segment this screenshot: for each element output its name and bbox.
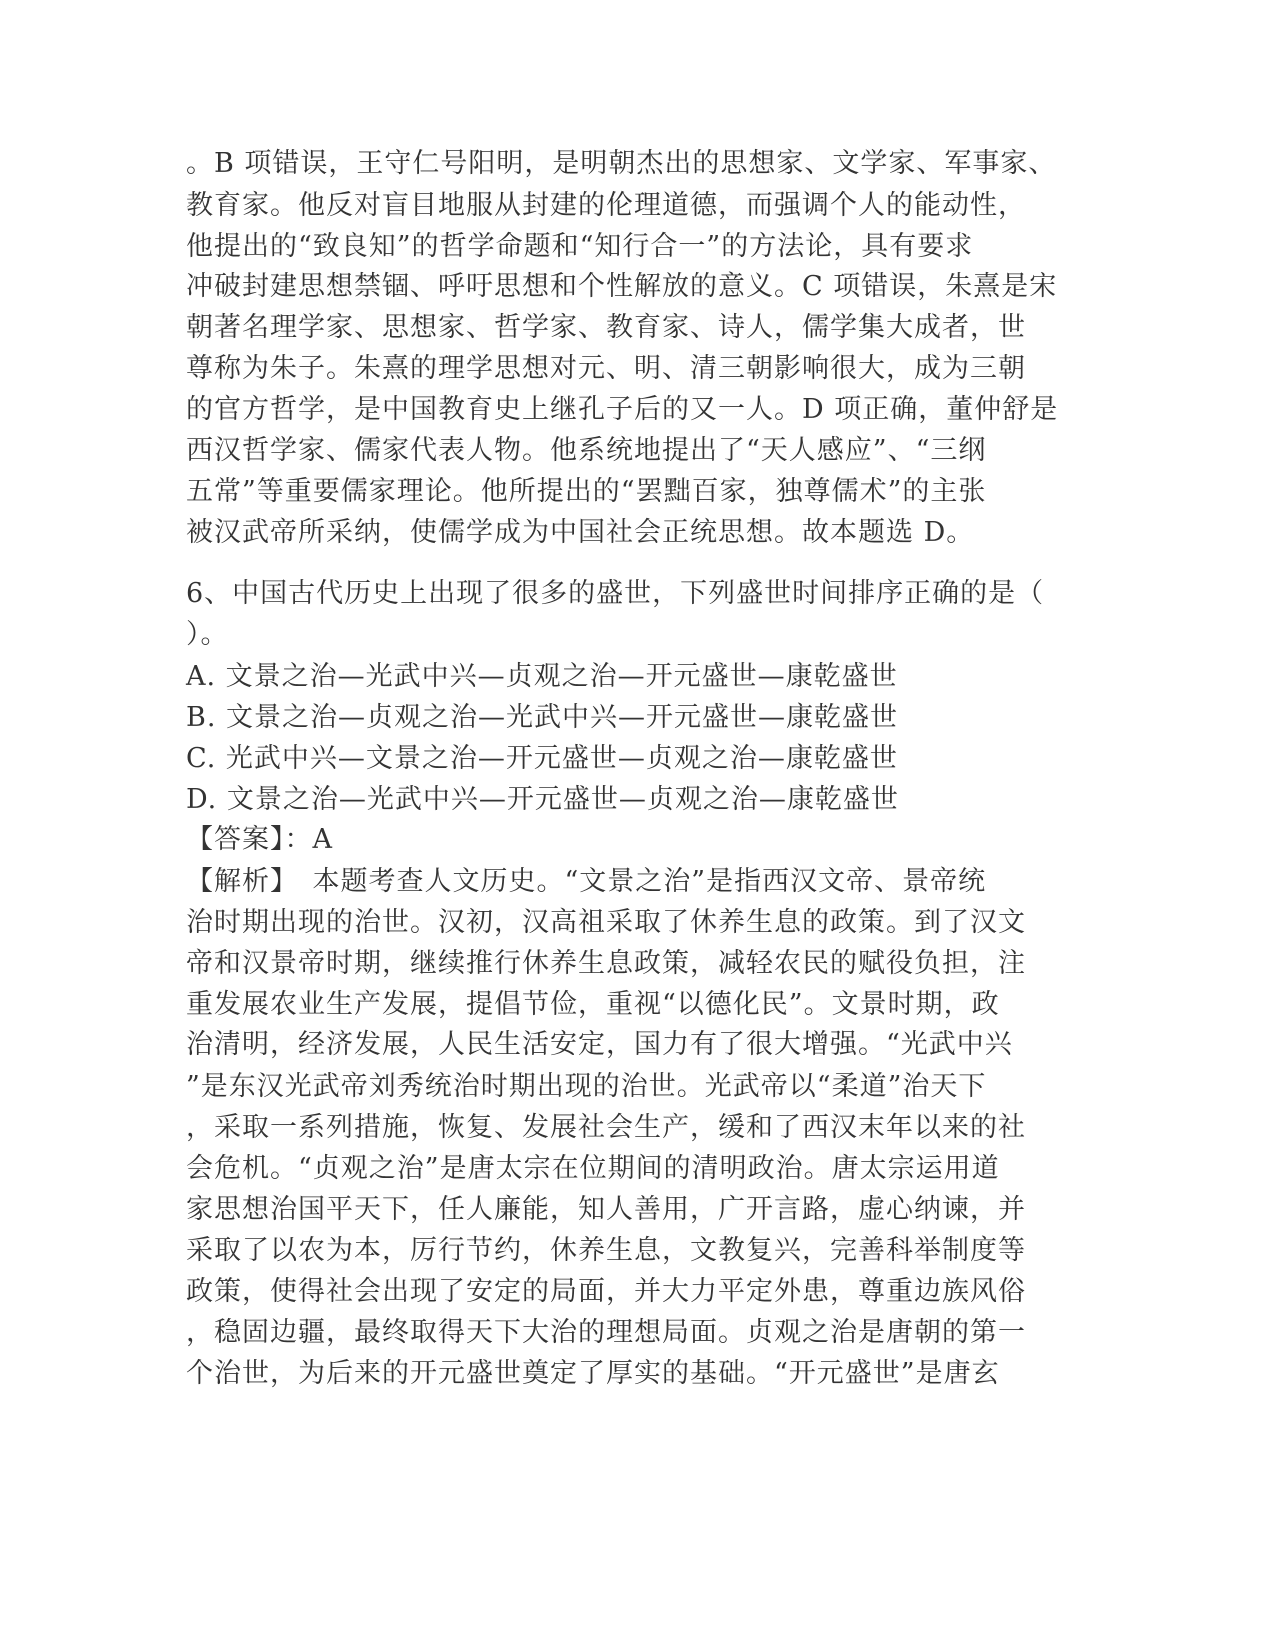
option-c: C. 光武中兴—文景之治—开元盛世—贞观之治—康乾盛世 (186, 743, 898, 774)
text-line: 尊称为朱子。朱熹的理学思想对元、明、清三朝影响很大，成为三朝 (186, 353, 1026, 384)
analysis-line: 治时期出现的治世。汉初，汉高祖采取了休养生息的政策。到了汉文 (186, 907, 1026, 938)
question-stem: ）。 (186, 619, 229, 650)
analysis-line: ”是东汉光武帝刘秀统治时期出现的治世。光武帝以“柔道”治天下 (186, 1071, 987, 1102)
text-line: 朝著名理学家、思想家、哲学家、教育家、诗人，儒学集大成者，世 (186, 312, 1026, 343)
text-line: 西汉哲学家、儒家代表人物。他系统地提出了“天人感应”、“三纲 (186, 435, 987, 466)
option-d: D. 文景之治—光武中兴—开元盛世—贞观之治—康乾盛世 (186, 784, 899, 815)
option-b: B. 文景之治—贞观之治—光武中兴—开元盛世—康乾盛世 (186, 702, 899, 733)
text-line: 教育家。他反对盲目地服从封建的伦理道德，而强调个人的能动性， (186, 190, 1026, 221)
analysis-line: 会危机。“贞观之治”是唐太宗在位期间的清明政治。唐太宗运用道 (186, 1153, 1000, 1184)
option-a: A. 文景之治—光武中兴—贞观之治—开元盛世—康乾盛世 (186, 661, 898, 692)
text-line: 被汉武帝所采纳，使儒学成为中国社会正统思想。故本题选 D。 (186, 517, 975, 548)
analysis-line: 采取了以农为本，厉行节约，休养生息，文教复兴，完善科举制度等 (186, 1235, 1026, 1266)
analysis-line: 个治世，为后来的开元盛世奠定了厚实的基础。“开元盛世”是唐玄 (186, 1358, 1000, 1389)
analysis-line: 治清明，经济发展，人民生活安定，国力有了很大增强。“光武中兴 (186, 1029, 1013, 1060)
analysis-line: 【解析】 本题考查人文历史。“文景之治”是指西汉文帝、景帝统 (186, 866, 987, 897)
text-line: 五常”等重要儒家理论。他所提出的“罢黜百家，独尊儒术”的主张 (186, 476, 987, 507)
text-line: 冲破封建思想禁锢、呼吁思想和个性解放的意义。C 项错误，朱熹是宋 (186, 271, 1058, 302)
analysis-line: 政策，使得社会出现了安定的局面，并大力平定外患，尊重边族风俗 (186, 1276, 1026, 1307)
text-line: 。B 项错误，王守仁号阳明，是明朝杰出的思想家、文学家、军事家、 (186, 148, 1057, 179)
analysis-line: ，采取一系列措施，恢复、发展社会生产，缓和了西汉末年以来的社 (186, 1112, 1026, 1143)
answer-line: 【答案】：A (186, 824, 333, 855)
text-line: 的官方哲学，是中国教育史上继孔子后的又一人。D 项正确，董仲舒是 (186, 394, 1059, 425)
analysis-line: 重发展农业生产发展，提倡节俭，重视“以德化民”。文景时期，政 (186, 989, 1000, 1020)
text-line: 他提出的“致良知”的哲学命题和“知行合一”的方法论，具有要求 (186, 231, 974, 262)
analysis-line: 家思想治国平天下，任人廉能，知人善用，广开言路，虚心纳谏，并 (186, 1194, 1026, 1225)
analysis-line: ，稳固边疆，最终取得天下大治的理想局面。贞观之治是唐朝的第一 (186, 1317, 1026, 1348)
question-stem: 6、中国古代历史上出现了很多的盛世，下列盛世时间排序正确的是（ (186, 578, 1045, 609)
analysis-line: 帝和汉景帝时期，继续推行休养生息政策，减轻农民的赋役负担，注 (186, 948, 1026, 979)
